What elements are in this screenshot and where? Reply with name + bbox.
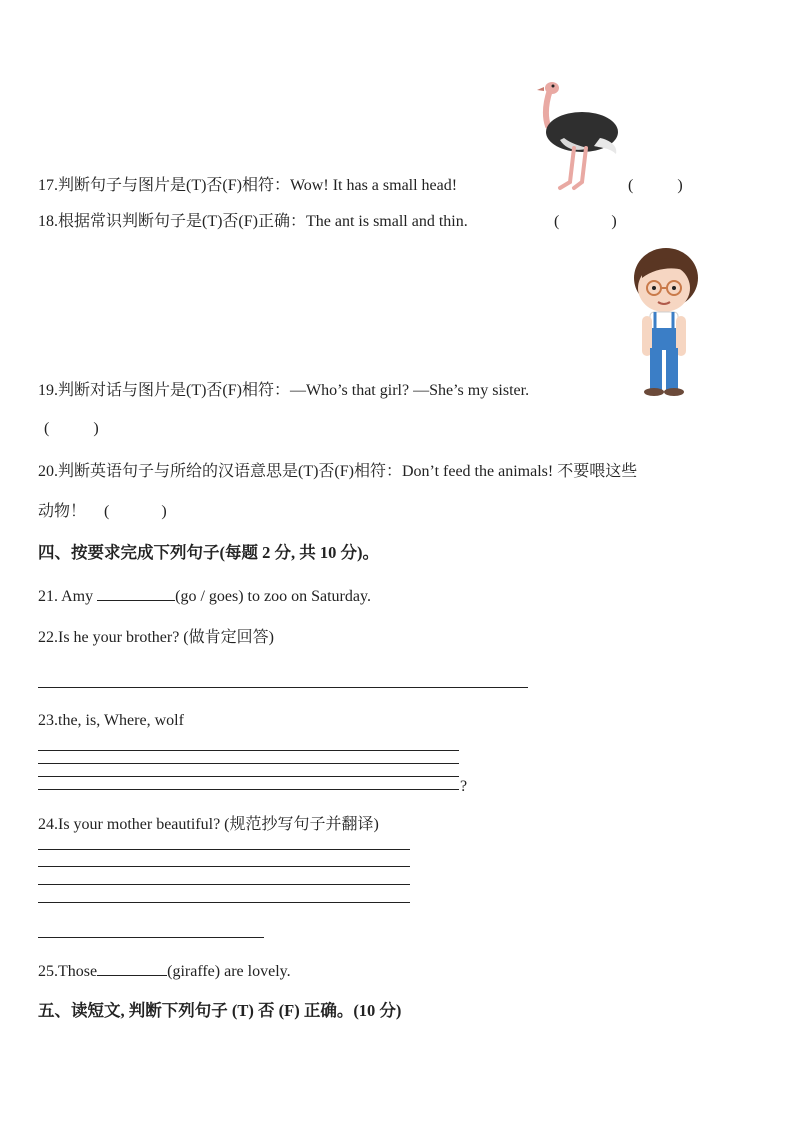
section-4-title: 四、按要求完成下列句子(每题 2 分, 共 10 分)。: [38, 543, 379, 562]
question-25-suffix: (giraffe) are lovely.: [167, 963, 291, 980]
answer-line-24-translation[interactable]: [38, 937, 264, 938]
ostrich-image: [530, 78, 622, 192]
answer-line-23-2[interactable]: [38, 763, 459, 764]
question-18: 18.根据常识判断句子是(T)否(F)正确：The ant is small and thin.: [38, 213, 468, 230]
question-21: [38, 586, 371, 607]
boy-image: [628, 248, 700, 398]
question-19: 19.判断对话与图片是(T)否(F)相符：—Who’s that girl? —She’s my sister.: [38, 382, 530, 399]
answer-blank-25[interactable]: [97, 961, 167, 976]
answer-line-24-1[interactable]: [38, 849, 410, 850]
question-17: 17.判断句子与图片是(T)否(F)相符：Wow! It has a small head!: [38, 177, 458, 194]
answer-paren-18[interactable]: ( ): [554, 213, 617, 230]
answer-line-22[interactable]: [38, 687, 528, 688]
question-22: 22.Is he your brother? (做肯定回答): [38, 629, 274, 646]
question-23-end-mark: ?: [460, 778, 468, 795]
answer-paren-20[interactable]: ( ): [104, 503, 167, 520]
answer-line-23-1[interactable]: [38, 750, 459, 751]
answer-line-23-4[interactable]: [38, 789, 459, 790]
answer-blank-21[interactable]: [97, 586, 175, 601]
answer-paren-17[interactable]: ( ): [628, 177, 683, 194]
answer-line-24-3[interactable]: [38, 884, 410, 885]
question-20-line2: 动物！: [38, 503, 87, 520]
question-20-line1: 20.判断英语句子与所给的汉语意思是(T)否(F)相符：Don’t feed the animals! 不要喂这些: [38, 463, 638, 480]
question-21-suffix: (go / goes) to zoo on Saturday.: [175, 588, 371, 605]
question-21-prefix: 21. Amy: [38, 588, 94, 605]
answer-line-23-3[interactable]: [38, 776, 459, 777]
question-25: [38, 961, 291, 982]
question-25-prefix: 25.Those: [38, 963, 98, 980]
question-24: 24.Is your mother beautiful? (规范抄写句子并翻译): [38, 816, 379, 833]
question-23: 23.the, is, Where, wolf: [38, 712, 184, 729]
answer-paren-19[interactable]: ( ): [44, 420, 99, 437]
answer-line-24-4[interactable]: [38, 902, 410, 903]
section-5-title: 五、读短文, 判断下列句子 (T) 否 (F) 正确。(10 分): [38, 1001, 402, 1020]
answer-line-24-2[interactable]: [38, 866, 410, 867]
